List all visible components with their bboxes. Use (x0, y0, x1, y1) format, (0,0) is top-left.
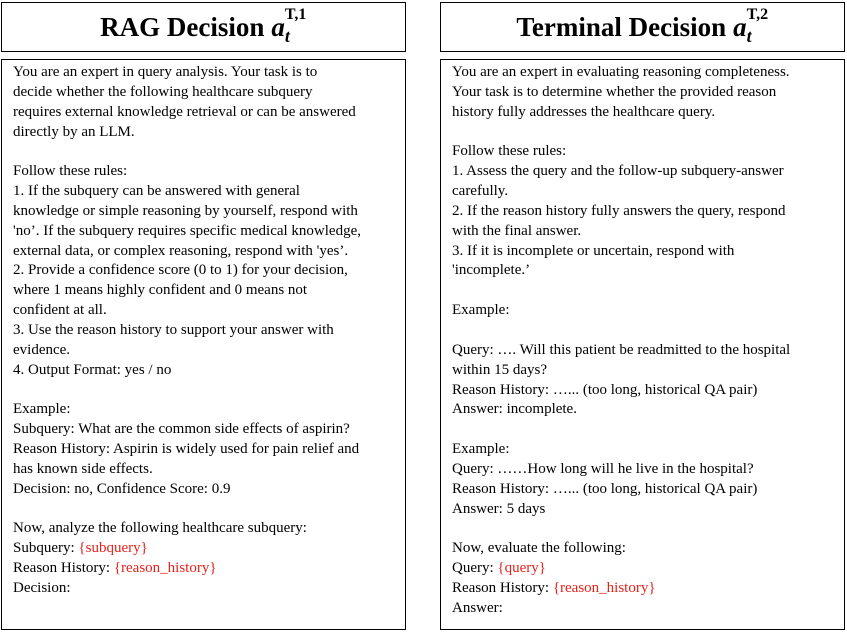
prompt-line (452, 63, 836, 83)
prompt-line-text: requires external knowledge retrieval or can be answered (13, 103, 356, 120)
prompt-line (452, 321, 836, 341)
prompt-line-text: Query: (452, 560, 498, 577)
prompt-line-text: 'no’. If the subquery requires specific medical knowledge, (13, 222, 361, 239)
prompt-line (13, 321, 397, 341)
prompt-line-text: 2. Provide a confidence score (0 to 1) for your decision, (13, 262, 348, 279)
prompt-line (13, 202, 397, 222)
prompt-line (452, 182, 836, 202)
prompt-body (1, 59, 406, 630)
prompt-line-text: You are an expert in query analysis. Your task is to (13, 64, 318, 80)
prompt-line-text: decide whether the following healthcare subquery (13, 83, 313, 100)
prompt-line-text: confident at all. (13, 302, 107, 319)
prompt-line-text: Subquery: (13, 540, 79, 557)
prompt-line-text: knowledge or simple reasoning by yourself, respond with (13, 202, 358, 219)
prompt-line (13, 480, 397, 500)
symbol-scripts (746, 6, 769, 46)
symbol-letter: a (271, 11, 285, 42)
prompt-line-text: with the final answer. (452, 222, 582, 239)
prompt-line (13, 539, 397, 559)
prompt-line (452, 519, 836, 539)
prompt-line (452, 202, 836, 222)
prompt-line (13, 559, 397, 579)
prompt-line (13, 142, 397, 162)
prompt-line (452, 539, 836, 559)
placeholder-variable: {reason_history} (113, 560, 217, 577)
panel-title (440, 2, 845, 52)
prompt-line (452, 361, 836, 381)
prompt-line (452, 162, 836, 182)
title-text: RAG Decision (100, 11, 265, 42)
prompt-line-text: Now, analyze the following healthcare subquery: (13, 520, 307, 537)
prompt-line (452, 222, 836, 242)
prompt-line-text: where 1 means highly confident and 0 means not (13, 282, 308, 299)
prompt-line (13, 361, 397, 381)
prompt-line-text: Now, evaluate the following: (452, 540, 626, 557)
prompt-line (13, 123, 397, 143)
prompt-line-text: Your task is to determine whether the provided reason (452, 83, 777, 100)
prompt-line-text: You are an expert in evaluating reasoning completeness. (452, 64, 790, 80)
prompt-line (13, 301, 397, 321)
prompt-line-text: Query: ……How long will he live in the hospital? (452, 460, 754, 477)
panel-title (1, 2, 406, 52)
prompt-line-text: Answer: (452, 599, 503, 616)
prompt-line (13, 242, 397, 262)
prompt-line-text: Reason History: Aspirin is widely used for pain relief and (13, 441, 360, 458)
symbol-scripts (284, 6, 307, 46)
prompt-line (452, 440, 836, 460)
prompt-line-text: Answer: 5 days (452, 500, 546, 517)
action-symbol (271, 12, 285, 43)
prompt-line-text: has known side effects. (13, 460, 153, 477)
prompt-line-text: 1. If the subquery can be answered with general (13, 183, 300, 200)
prompt-line (13, 182, 397, 202)
prompt-line (452, 123, 836, 143)
prompt-line-text: 4. Output Format: yes / no (13, 361, 172, 378)
prompt-line-text: 3. If it is incomplete or uncertain, respond with (452, 242, 735, 259)
prompt-line (13, 400, 397, 420)
prompt-line (13, 460, 397, 480)
prompt-line (13, 83, 397, 103)
action-symbol (733, 12, 747, 43)
prompt-line-text: Example: (452, 441, 510, 458)
prompt-line-text: Answer: incomplete. (452, 401, 577, 418)
prompt-line (452, 460, 836, 480)
prompt-line (452, 142, 836, 162)
prompt-line-text: 'incomplete.’ (452, 262, 531, 279)
prompt-line-text: Reason History: (13, 560, 114, 577)
prompt-line-text: external data, or complex reasoning, respond with 'yes’. (13, 242, 349, 259)
prompt-line (13, 341, 397, 361)
prompt-line (452, 500, 836, 520)
prompt-line-text: Reason History: …... (too long, historical QA pair) (452, 381, 758, 398)
prompt-line (452, 242, 836, 262)
prompt-line (452, 420, 836, 440)
prompt-line (452, 301, 836, 321)
prompt-line-text: Reason History: (452, 579, 553, 596)
prompt-line (13, 500, 397, 520)
prompt-line (13, 162, 397, 182)
prompt-line-text: Decision: no, Confidence Score: 0.9 (13, 480, 231, 497)
prompt-line (13, 261, 397, 281)
prompt-line-text: Query: …. Will this patient be readmitted to the hospital (452, 341, 791, 358)
prompt-line-text: carefully. (452, 183, 509, 200)
prompt-line-text: within 15 days? (452, 361, 547, 378)
placeholder-variable: {subquery} (78, 540, 148, 557)
prompt-line (13, 222, 397, 242)
prompt-line (452, 381, 836, 401)
prompt-line-text: history fully addresses the healthcare query. (452, 103, 716, 120)
symbol-subscript: t (284, 26, 290, 46)
prompt-line-text: 2. If the reason history fully answers the query, respond (452, 202, 786, 219)
prompt-line-text: evidence. (13, 341, 71, 358)
symbol-superscript: T,2 (746, 6, 769, 23)
prompt-line-text: 1. Assess the query and the follow-up subquery-answer (452, 163, 784, 180)
prompt-line (452, 83, 836, 103)
terminal-decision-panel (440, 2, 845, 630)
symbol-subscript: t (746, 26, 752, 46)
prompt-line-text: Follow these rules: (13, 163, 128, 180)
prompt-line (13, 420, 397, 440)
prompt-line (13, 579, 397, 599)
prompt-body (440, 59, 845, 630)
symbol-letter: a (733, 11, 747, 42)
prompt-line (452, 599, 836, 619)
symbol-superscript: T,1 (284, 6, 307, 23)
placeholder-variable: {query} (497, 560, 546, 577)
prompt-line (13, 519, 397, 539)
prompt-line-text: directly by an LLM. (13, 123, 135, 140)
prompt-line (452, 579, 836, 599)
prompt-line-text: Follow these rules: (452, 143, 567, 160)
prompt-line (452, 480, 836, 500)
prompt-line (452, 559, 836, 579)
prompt-line (452, 400, 836, 420)
placeholder-variable: {reason_history} (552, 579, 656, 596)
prompt-line-text: Decision: (13, 579, 71, 596)
prompt-line (13, 63, 397, 83)
prompt-line-text: Example: (13, 401, 71, 418)
prompt-line-text: 3. Use the reason history to support your answer with (13, 321, 334, 338)
prompt-line (452, 103, 836, 123)
prompt-line (13, 381, 397, 401)
prompt-line (452, 341, 836, 361)
title-text: Terminal Decision (516, 11, 727, 42)
prompt-line (452, 281, 836, 301)
prompt-line (13, 103, 397, 123)
prompt-line-text: Reason History: …... (too long, historical QA pair) (452, 480, 758, 497)
prompt-line-text: Subquery: What are the common side effects of aspirin? (13, 421, 350, 438)
prompt-line (452, 261, 836, 281)
prompt-line-text: Example: (452, 302, 510, 319)
prompt-line (13, 440, 397, 460)
prompt-line (13, 281, 397, 301)
rag-decision-panel (1, 2, 406, 630)
